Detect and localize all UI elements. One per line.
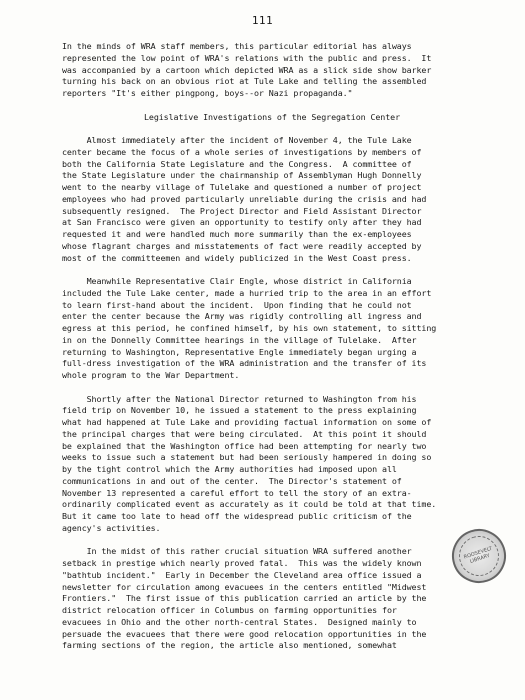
paragraph-investigations: Almost immediately after the incident of November 4, the Tule Lake center became the focus of a whole series of investigations by members of both the California State Legislature and the Congress. A committee of the State Legislature under the chairmanship of Assemblyman Hugh Donnelly went to the nearby village of Tulelake and questioned a number of project employees who had proved particularly unreliable during the crisis and had subsequently resigned. The Project Director and Field Assistant Director at San Francisco were given an opportunity to testify only after they had requested it and were handled much more summarily than the ex-employees whose flagrant charges and misstatements of fact were readily accepted by most of the committeemen and widely publicized in the West Coast press. [62, 135, 427, 263]
paragraph-director-statement: Shortly after the National Director returned to Washington from his field trip on November 10, he issued a statement to the press explaining what had happened at Tule Lake and providing factual information on some of the principal charges that were being circulated. At this point it should be explained that the Washington office had been attempting for nearly two weeks to issue such a statement but had been seriously hampered in doing so by the tight control which the Army authorities had imposed upon all communications in and out of the center. The Director's statement of November 13 represented a careful effort to tell the story of an extra- ordinarily complicated event as accurately as it could be told at that time. But it came too late to head off the widespread public criticism of the agency's activities. [62, 393, 437, 533]
paragraph-editorial: In the minds of WRA staff members, this particular editorial has always represented the low point of WRA's relations with the public and press. It was accompanied by a cartoon which depicted WRA as a slick side show barker turning his back on an obvious riot at Tule Lake and telling the assembled reporters "It's either pingpong, boys--or Nazi propaganda." [62, 41, 432, 98]
body-text [62, 41, 502, 664]
paragraph-engle: Meanwhile Representative Clair Engle, whose district in California included the Tule Lake center, made a hurried trip to the area in an effort to learn first-hand about the incident. Upon finding that he could not enter the center because the Army was rigidly controlling all ingress and egress at this period, he confined himself, by his own statement, to sitting in on the Donnelly Committee hearings in the village of Tulelake. After returning to Washington, Representative Engle immediately began urging a full-dress investigation of the WRA administration and the transfer of its whole program to the War Department. [62, 276, 437, 381]
page-number: 111 [251, 14, 274, 27]
section-heading: Legislative Investigations of the Segregation Center [143, 111, 400, 122]
paragraph-bathtub-incident: In the midst of this rather crucial situation WRA suffered another setback in prestige which nearly proved fatal. This was the widely known "bathtub incident." Early in December the Cleveland area office issued a newsletter for circulation among evacuees in the centers entitled "Midwest Frontiers." The first issue of this publication carried an article by the district relocation officer in Columbus on farming opportunities for evacuees in Ohio and the other north-central States. Designed mainly to persuade the evacuees that there were good relocation opportunities in the farming sections of the region, the article also mentioned, somewhat [62, 546, 427, 651]
stamp-text: ROOSEVELT LIBRARY [454, 531, 504, 581]
